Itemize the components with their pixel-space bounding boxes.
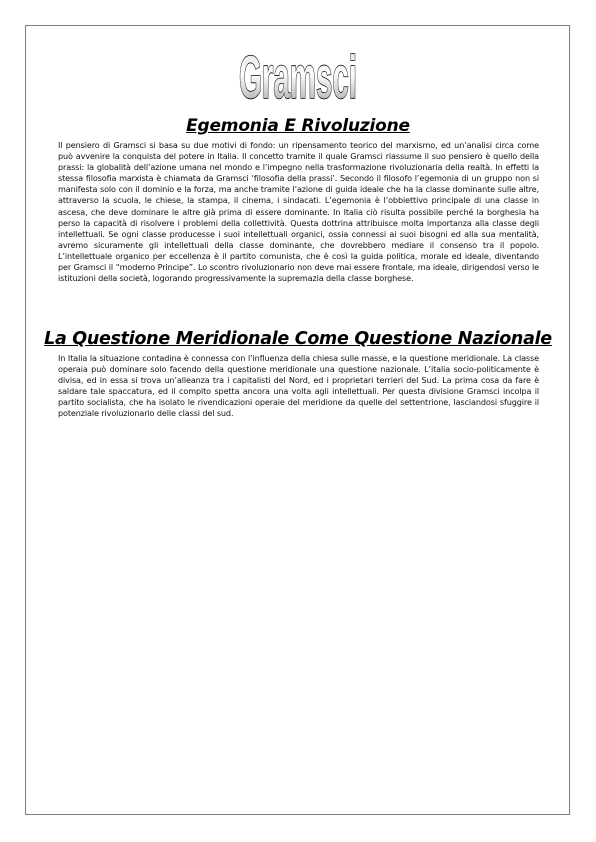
section-heading-questione-meridionale: La Questione Meridionale Come Questione Nazionale [44,329,552,349]
title-wordart-text: Gramsci [239,44,357,111]
section-heading-egemonia: Egemonia E Rivoluzione [186,116,410,136]
title-wordart [0,44,596,111]
section-body-egemonia: Il pensiero di Gramsci si basa su due motivi di fondo: un ripensamento teorico del marxismo, ed un’analisi circa come può avvenire la conquista del potere in Italia. Il concetto tramite il quale Gramsci riassume il suo pensiero è quello della prassi: la globalità dell’azione umana nel mondo e l’impegno nella trasformazione rivoluzionaria della realtà. In effetti la stessa filosofia marxista è chiamata da Gramsci ‘filosofia della prassi’. Secondo il filosofo l’egemonia di un gruppo non si manifesta solo con il dominio e la forza, ma anche tramite l’azione di guida ideale che ha la classe dominante sulle altre, attraverso la scuola, le chiese, la stampa, il cinema, i sindacati. L’egemonia è l’obbiettivo principale di una classe in ascesa, che deve dominare le altre già prima di essere dominante. In Italia ciò risulta possibile perché la borghesia ha perso la capacità di risolvere i problemi della collettività. Questa dottrina attribuisce molta importanza alla classe degli intellettuali. Se ogni classe producesse i suoi intellettuali organici, ossia connessi ai suoi bisogni ed alla sua mentalità, avremo sicuramente gli intellettuali della classe dominante, che dovrebbero mediare il consenso tra il popolo. L’intellettuale organico per eccellenza è il partito comunista, che è così la guida politica, morale ed ideale, diventando per Gramsci il “moderno Principe”. Lo scontro rivoluzionario non deve mai essere frontale, ma ideale, dirigendosi verso le istituzioni della società, logorando progressivamente la supremazia della classe borghese. [58,140,539,284]
section-body-questione-meridionale: In Italia la situazione contadina è connessa con l’influenza della chiesa sulle masse, e la questione meridionale. La classe operaia può dominare solo facendo della questione meridionale una questione nazionale. L’italia socio-politicamente è divisa, ed in essa si trova un’alleanza tra i capitalisti del Nord, ed i proprietari terrieri del Sud. La prima cosa da fare è saldare tale spaccatura, ed il compito spetta ancora una volta agli intellettuali. Per questa divisione Gramsci incolpa il partito socialista, che ha isolato le rivendicazioni operaie del meridione da quelle del settentrione, lasciandosi sfuggire il potenziale rivoluzionario delle classi del sud. [58,353,539,419]
title-wordart-svg [168,44,428,111]
